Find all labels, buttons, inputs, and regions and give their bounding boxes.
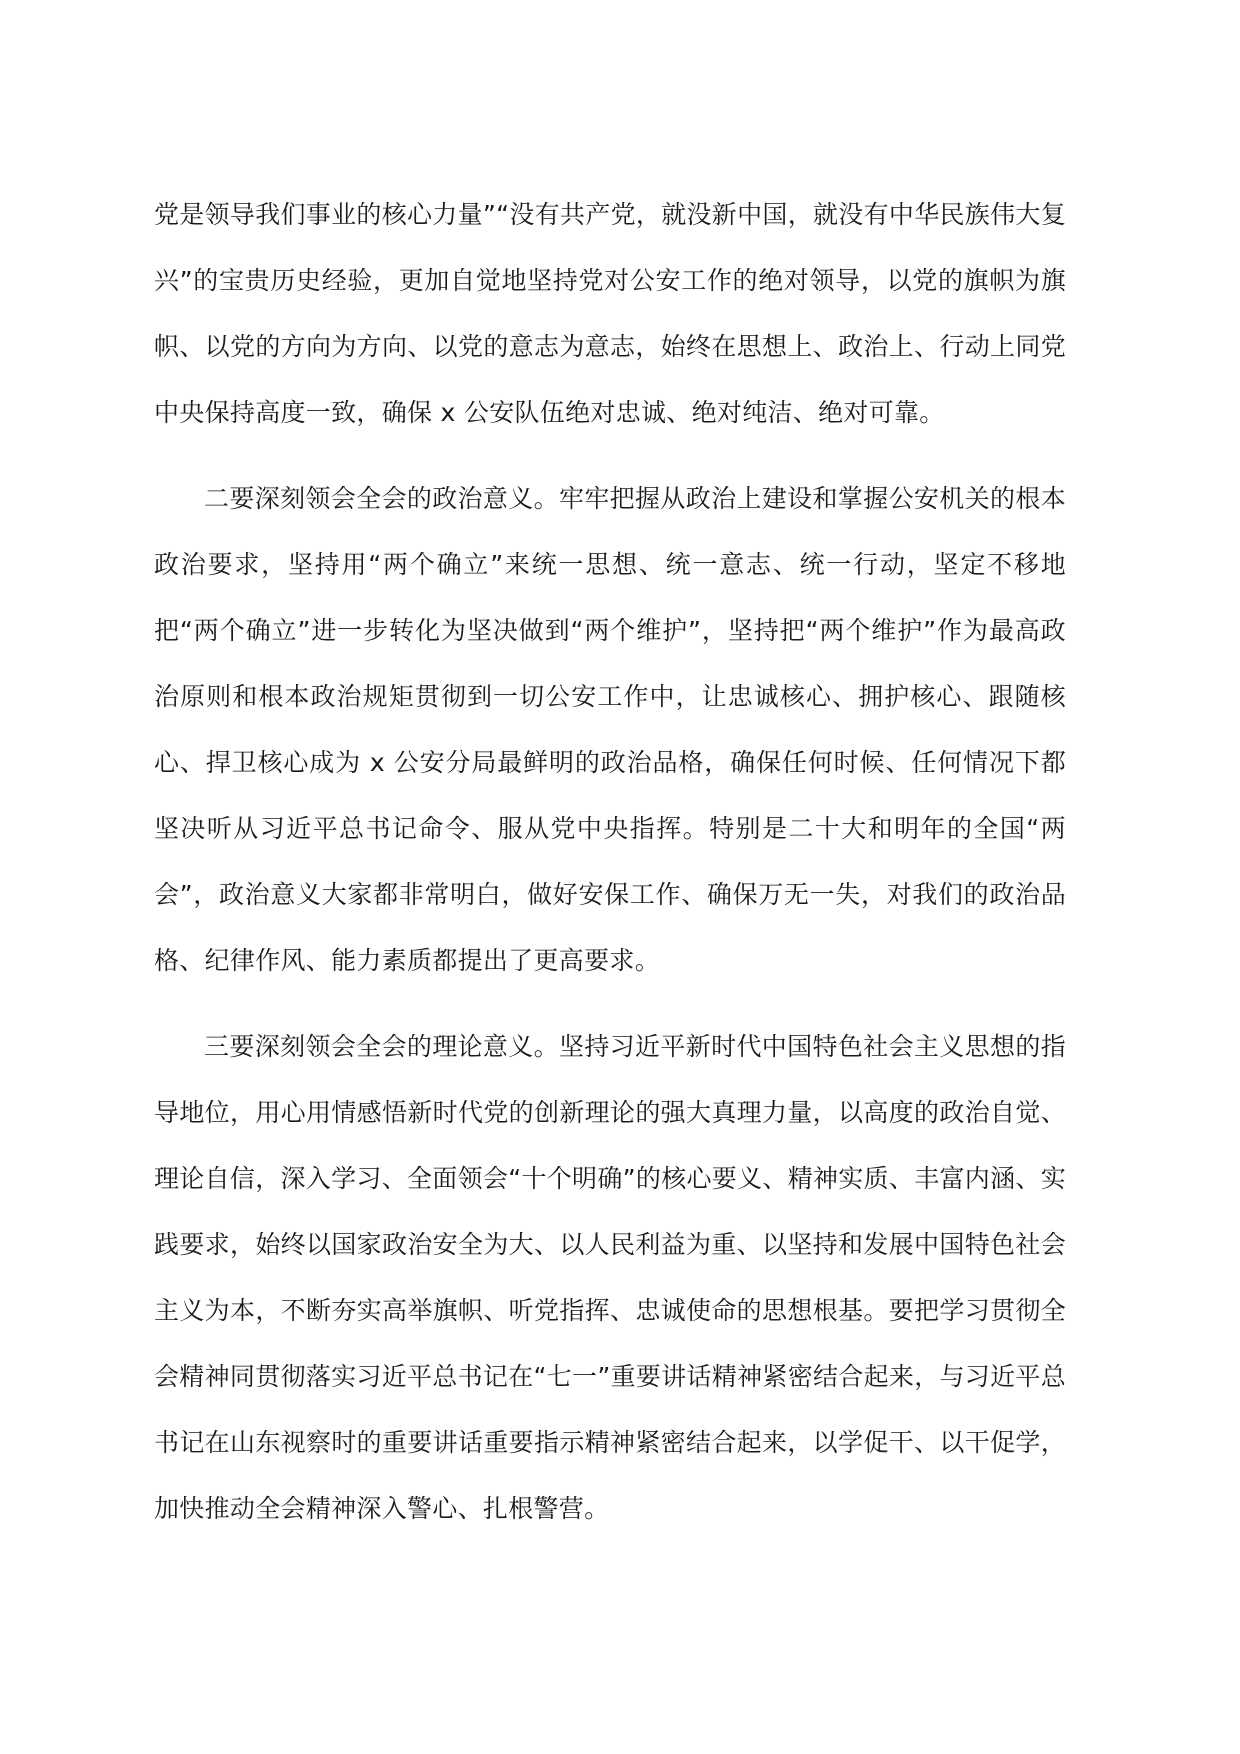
paragraph-continuation: 党是领导我们事业的核心力量”“没有共产党，就没新中国，就没有中华民族伟大复兴”的宝贵历史经验，更加自觉地坚持党对公安工作的绝对领导，以党的旗帜为旗帜、以党的方向为方向、以党的意志为意志，始终在思想上、政治上、行动上同党中央保持高度一致，确保 x 公安队伍绝对忠诚、绝对纯洁、绝对可靠。 (154, 200, 1067, 427)
paragraph-theoretical-significance: 三要深刻领会全会的理论意义。坚持习近平新时代中国特色社会主义思想的指导地位，用心用情感悟新时代党的创新理论的强大真理力量，以高度的政治自觉、理论自信，深入学习、全面领会“十个明确”的核心要义、精神实质、丰富内涵、实践要求，始终以国家政治安全为大、以人民利益为重、以坚持和发展中国特色社会主义为本，不断夯实高举旗帜、听党指挥、忠诚使命的思想根基。要把学习贯彻全会精神同贯彻落实习近平总书记在“七一”重要讲话精神紧密结合起来，与习近平总书记在山东视察时的重要讲话重要指示精神紧密结合起来，以学促干、以干促学，加快推动全会精神深入警心、扎根警营。 (154, 1032, 1067, 1523)
paragraph-gap (154, 446, 1066, 466)
document-body (154, 182, 1066, 1542)
paragraph-political-significance: 二要深刻领会全会的政治意义。牢牢把握从政治上建设和掌握公安机关的根本政治要求，坚持用“两个确立”来统一思想、统一意志、统一行动，坚定不移地把“两个确立”进一步转化为坚决做到“两个维护”，坚持把“两个维护”作为最高政治原则和根本政治规矩贯彻到一切公安工作中，让忠诚核心、拥护核心、跟随核心、捍卫核心成为 x 公安分局最鲜明的政治品格，确保任何时候、任何情况下都坚决听从习近平总书记命令、服从党中央指挥。特别是二十大和明年的全国“两会”，政治意义大家都非常明白，做好安保工作、确保万无一失，对我们的政治品格、纪律作风、能力素质都提出了更高要求。 (154, 484, 1066, 975)
paragraph-gap (154, 994, 1066, 1014)
